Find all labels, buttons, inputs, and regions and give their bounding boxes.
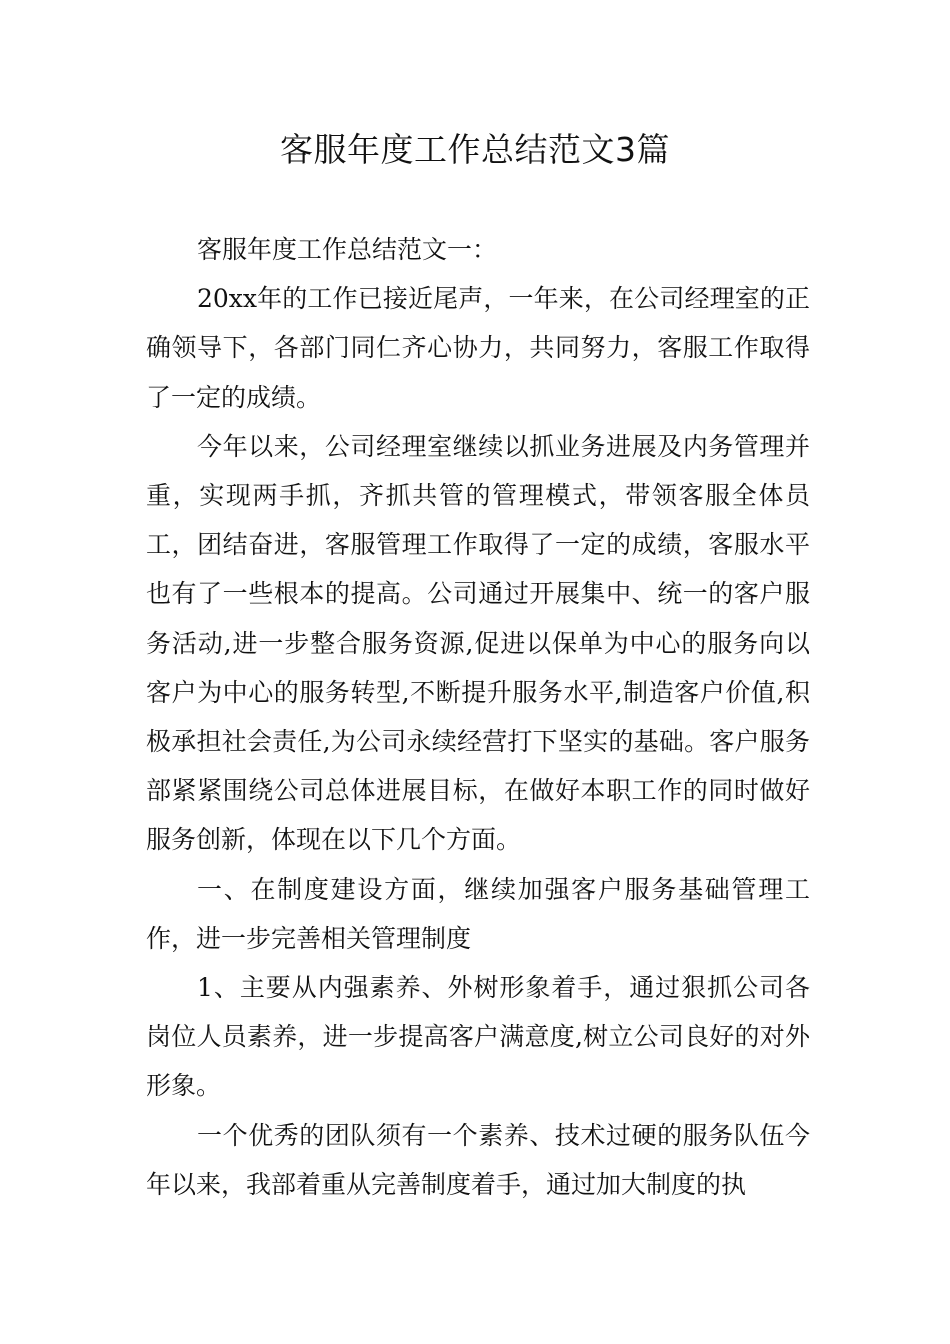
document-title: 客服年度工作总结范文3篇	[280, 130, 670, 169]
paragraph-overview: 今年以来，公司经理室继续以抓业务进展及内务管理并重，实现两手抓，齐抓共管的管理模式，带领客服全体员工，团结奋进，客服管理工作取得了一定的成绩，客服水平也有了一些根本的提高。公司通过开展集中、统一的客户服务活动,进一步整合服务资源,促进以保单为中心的服务向以客户为中心的服务转型,不断提升服务水平,制造客户价值,积极承担社会责任,为公司永续经营打下坚实的基础。客户服务部紧紧围绕公司总体进展目标，在做好本职工作的同时做好服务创新，体现在以下几个方面。	[146, 431, 810, 855]
paragraph-item-1: 1、主要从内强素养、外树形象着手，通过狠抓公司各岗位人员素养，进一步提高客户满意度,树立公司良好的对外形象。	[146, 973, 810, 1101]
paragraph-heading-1: 客服年度工作总结范文一：	[197, 235, 498, 264]
paragraph-section-1: 一、在制度建设方面，继续加强客户服务基础管理工作，进一步完善相关管理制度	[146, 874, 810, 953]
paragraph-team: 一个优秀的团队须有一个素养、技术过硬的服务队伍今年以来，我部着重从完善制度着手，通过加大制度的执	[146, 1120, 810, 1199]
paragraph-intro: 20xx年的工作已接近尾声，一年来，在公司经理室的正确领导下，各部门同仁齐心协力，共同努力，客服工作取得了一定的成绩。	[146, 284, 810, 412]
document-body	[146, 225, 810, 1209]
